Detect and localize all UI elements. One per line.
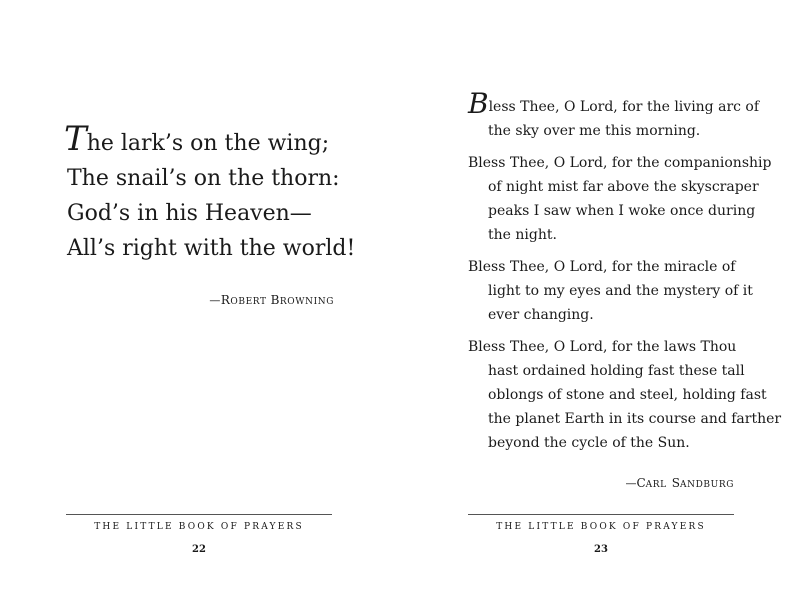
running-head: THE LITTLE BOOK OF PRAYERS: [496, 522, 706, 532]
attribution-initial: S: [671, 476, 681, 490]
stanza-line-text: less Thee, O Lord, for the living arc of: [488, 99, 760, 115]
poem-line-text: he lark’s on the wing;: [86, 131, 330, 156]
stanza-line: Bless Thee, O Lord, for the companionship: [468, 155, 772, 171]
footer-rule: [66, 514, 332, 515]
stanza-line: oblongs of stone and steel, holding fast: [488, 387, 767, 403]
drop-cap: T: [64, 119, 87, 159]
stanza-line: Bless Thee, O Lord, for the laws Thou: [468, 339, 737, 355]
footer-rule: [468, 514, 734, 515]
running-head: THE LITTLE BOOK OF PRAYERS: [94, 522, 304, 532]
attribution-smallcaps: ROWNING: [279, 297, 334, 307]
attribution-dash: —: [625, 477, 637, 490]
stanza: [468, 87, 768, 143]
stanza-line: the sky over me this morning.: [488, 123, 701, 139]
attribution-sandburg: [625, 472, 734, 491]
stanza: [468, 255, 768, 327]
stanza-line: [468, 87, 768, 120]
stanza-line: the night.: [488, 227, 557, 243]
poem: [64, 119, 364, 266]
poem-line: God’s in his Heaven—: [67, 201, 312, 226]
stanza-line: light to my eyes and the mystery of it: [488, 283, 753, 299]
attribution-initial: C: [636, 476, 646, 490]
stanza-line: ever changing.: [488, 307, 594, 323]
drop-cap: B: [468, 87, 489, 120]
stanza-line: beyond the cycle of the Sun.: [488, 435, 690, 451]
stanza: [468, 335, 782, 455]
stanza-line: Bless Thee, O Lord, for the miracle of: [468, 259, 736, 275]
poem-line: [64, 119, 364, 161]
stanza-line: of night mist far above the skyscraper: [488, 179, 759, 195]
poem-line: All’s right with the world!: [67, 236, 356, 261]
stanza-line: the planet Earth in its course and farther: [488, 411, 782, 427]
poem-line: The snail’s on the thorn:: [67, 166, 340, 191]
attribution-dash: —: [209, 294, 221, 307]
attribution-smallcaps: OBERT: [230, 297, 267, 307]
attribution-browning: [209, 293, 334, 307]
stanza: [468, 151, 772, 247]
stanza-line: peaks I saw when I woke once during: [488, 203, 756, 219]
stanza-line: hast ordained holding fast these tall: [488, 363, 745, 379]
prayer: [468, 87, 782, 463]
attribution-smallcaps: ARL: [645, 480, 667, 490]
right-page: [400, 0, 800, 600]
attribution-smallcaps: ANDBURG: [680, 480, 734, 490]
page-number: 23: [594, 544, 608, 555]
page-number: 22: [192, 544, 206, 555]
attribution-initial: B: [270, 293, 280, 307]
attribution-initial: R: [220, 293, 231, 307]
